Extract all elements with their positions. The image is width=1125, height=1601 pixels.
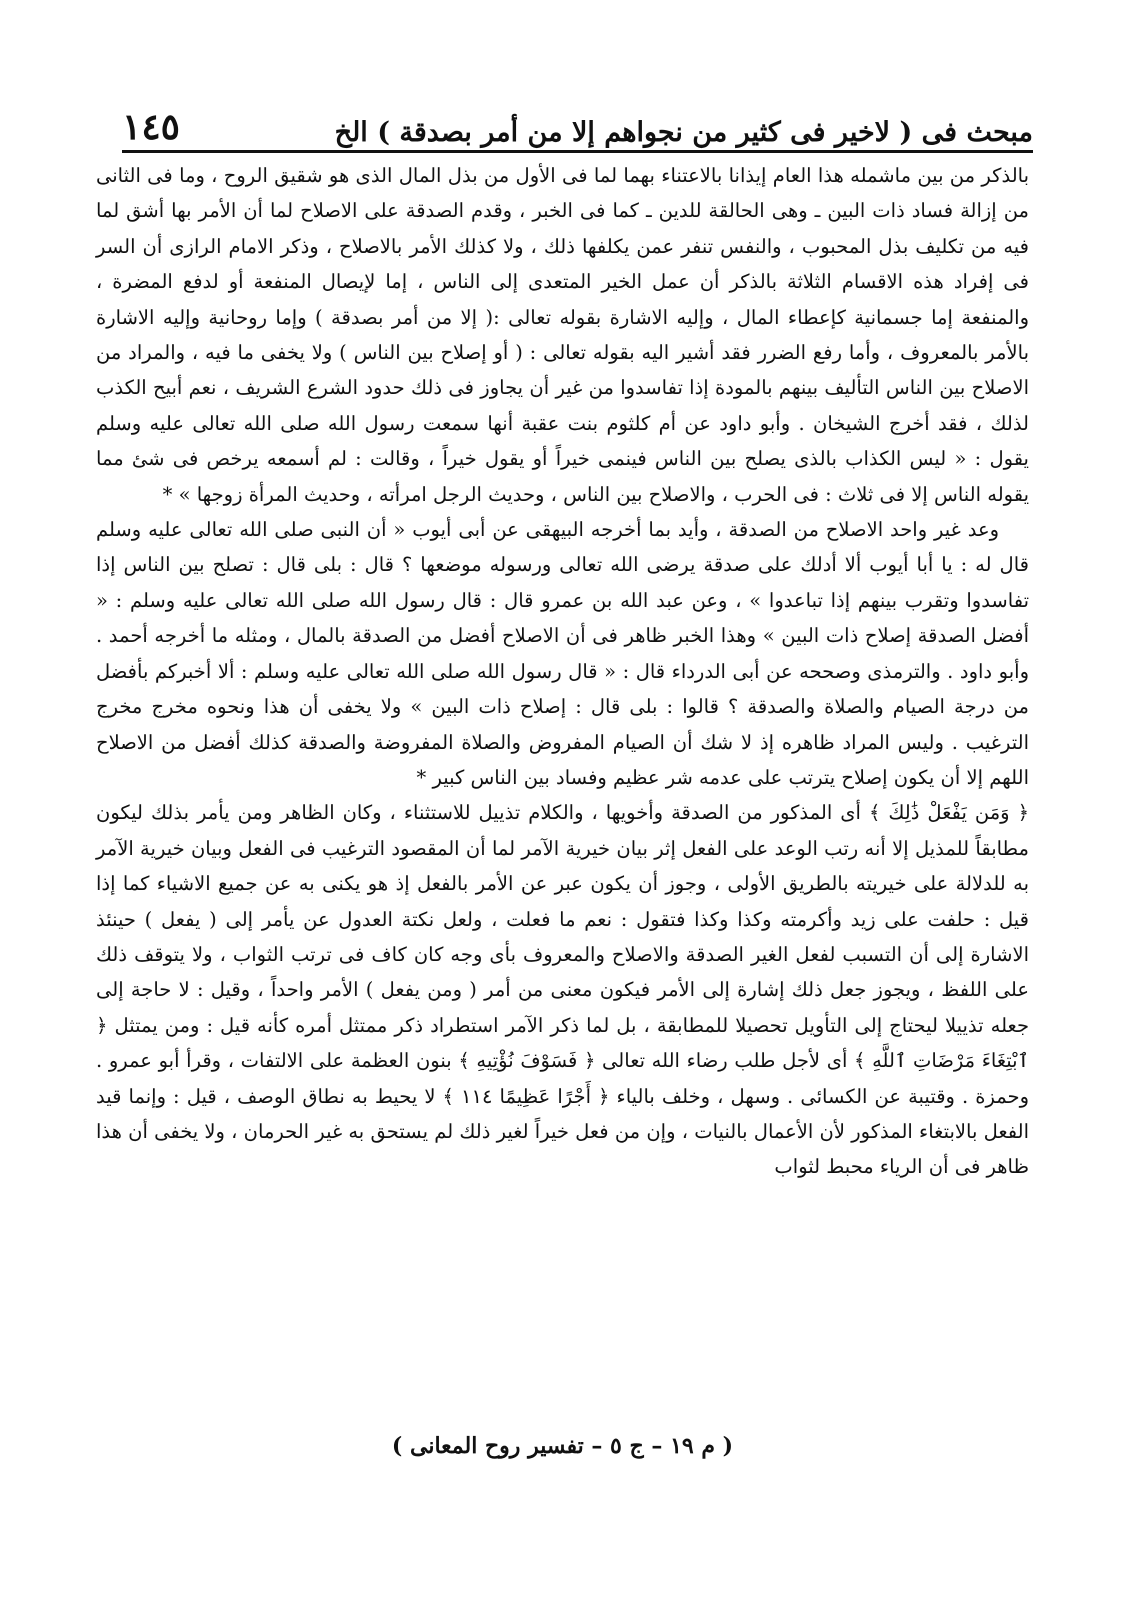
page-number: ١٤٥ (122, 106, 181, 148)
page-header (122, 104, 1033, 148)
paragraph-3: ﴿ وَمَن يَفْعَلْ ذَٰلِكَ ﴾ أى المذكور من الصدقة وأخويها ، والكلام تذييل للاستثناء ، وكان الظاهر ومن يأمر بذلك ليكون مطابقاً للمذيل إلا أنه رتب الوعد على الفعل إثر بيان خيرية الآمر لما أن المقصود الترغيب فى الفعل وبيان خيرية الآمر به للدلالة على خيريته بالطريق الأولى ، وجوز أن يكون عبر عن الأمر بالفعل إذ هو يكنى به عن جميع الاشياء كما إذا قيل : حلفت على زيد وأكرمته وكذا وكذا فتقول : نعم ما فعلت ، ولعل نكتة العدول عن يأمر إلى ( يفعل ) حينئذ الاشارة إلى أن التسبب لفعل الغير الصدقة والاصلاح والمعروف بأى وجه كان كاف فى ترتب الثواب ، ولا يتوقف ذلك على اللفظ ، ويجوز جعل ذلك إشارة إلى الأمر فيكون معنى من أمر ( ومن يفعل ) الأمر واحداً ، وقيل : لا حاجة إلى جعله تذييلا ليحتاج إلى التأويل تحصيلا للمطابقة ، بل لما ذكر الآمر استطراد ذكر ممتثل أمره كأنه قيل : ومن يمتثل ﴿ ٱبْتِغَاءَ مَرْضَاتِ ٱللَّهِ ﴾ أى لأجل طلب رضاء الله تعالى ﴿ فَسَوْفَ نُؤْتِيهِ ﴾ بنون العظمة على الالتفات ، وقرأ أبو عمرو . وحمزة . وقتيبة عن الكسائى . وسهل ، وخلف بالياء ﴿ أَجْرًا عَظِيمًا ١١٤ ﴾ لا يحيط به نطاق الوصف ، قيل : وإنما قيد الفعل بالابتغاء المذكور لأن الأعمال بالنيات ، وإن من فعل خيراً لغير ذلك لم يستحق به غير الحرمان ، ولا يخفى أن هذا ظاهر فى أن الرياء محبط لثواب (96, 801, 1029, 1179)
header-rule (122, 150, 1033, 153)
running-title: مبحث فى ( لاخير فى كثير من نجواهم إلا من أمر بصدقة ) الخ (334, 117, 1033, 148)
paragraph-1: بالذكر من بين ماشمله هذا العام إيذانا بالاعتناء بهما لما فى الأول من بذل المال الذى هو شقيق الروح ، وما فى الثانى من إزالة فساد ذات البين ـ وهى الحالقة للدين ـ كما فى الخبر ، وقدم الصدقة على الاصلاح لما أن الأمر بها أشق لما فيه من تكليف بذل المحبوب ، والنفس تنفر عمن يكلفها ذلك ، ولا كذلك الأمر بالاصلاح ، وذكر الامام الرازى أن السر فى إفراد هذه الاقسام الثلاثة بالذكر أن عمل الخير المتعدى إلى الناس ، إما لإيصال المنفعة أو لدفع المضرة ، والمنفعة إما جسمانية كإعطاء المال ، وإليه الاشارة بقوله تعالى :( إلا من أمر بصدقة ) وإما روحانية وإليه الاشارة بالأمر بالمعروف ، وأما رفع الضرر فقد أشير اليه بقوله تعالى : ( أو إصلاح بين الناس ) ولا يخفى ما فيه ، والمراد من الاصلاح بين الناس التأليف بينهم بالمودة إذا تفاسدوا من غير أن يجاوز فى ذلك حدود الشرع الشريف ، نعم أبيح الكذب لذلك ، فقد أخرج الشيخان . وأبو داود عن أم كلثوم بنت عقبة أنها سمعت رسول الله صلى الله تعالى عليه وسلم يقول : « ليس الكذاب بالذى يصلح بين الناس فينمى خيراً أو يقول خيراً ، وقالت : لم أسمعه يرخص فى شئ مما يقوله الناس إلا فى ثلاث : فى الحرب ، والاصلاح بين الناس ، وحديث الرجل امرأته ، وحديث المرأة زوجها » * (96, 164, 1029, 506)
page-footer-signature: ( م ١٩ – ج ٥ – تفسير روح المعانى ) (391, 1433, 734, 1459)
body-text (96, 158, 1029, 1185)
paragraph-2: وعد غير واحد الاصلاح من الصدقة ، وأيد بما أخرجه البيهقى عن أبى أيوب « أن النبى صلى الله تعالى عليه وسلم قال له : يا أبا أيوب ألا أدلك على صدقة يرضى الله تعالى ورسوله موضعها ؟ قال : بلى قال : تصلح بين الناس إذا تفاسدوا وتقرب بينهم إذا تباعدوا » ، وعن عبد الله بن عمرو قال : قال رسول الله صلى الله تعالى عليه وسلم : « أفضل الصدقة إصلاح ذات البين » وهذا الخبر ظاهر فى أن الاصلاح أفضل من الصدقة بالمال ، ومثله ما أخرجه أحمد . وأبو داود . والترمذى وصححه عن أبى الدرداء قال : « قال رسول الله صلى الله تعالى عليه وسلم : ألا أخبركم بأفضل من درجة الصيام والصلاة والصدقة ؟ قالوا : بلى قال : إصلاح ذات البين » ولا يخفى أن هذا ونحوه مخرج مخرج الترغيب . وليس المراد ظاهره إذ لا شك أن الصيام المفروض والصلاة المفروضة والصدقة كذلك أفضل من الاصلاح اللهم إلا أن يكون إصلاح يترتب على عدمه شر عظيم وفساد بين الناس كبير * (96, 518, 1029, 789)
